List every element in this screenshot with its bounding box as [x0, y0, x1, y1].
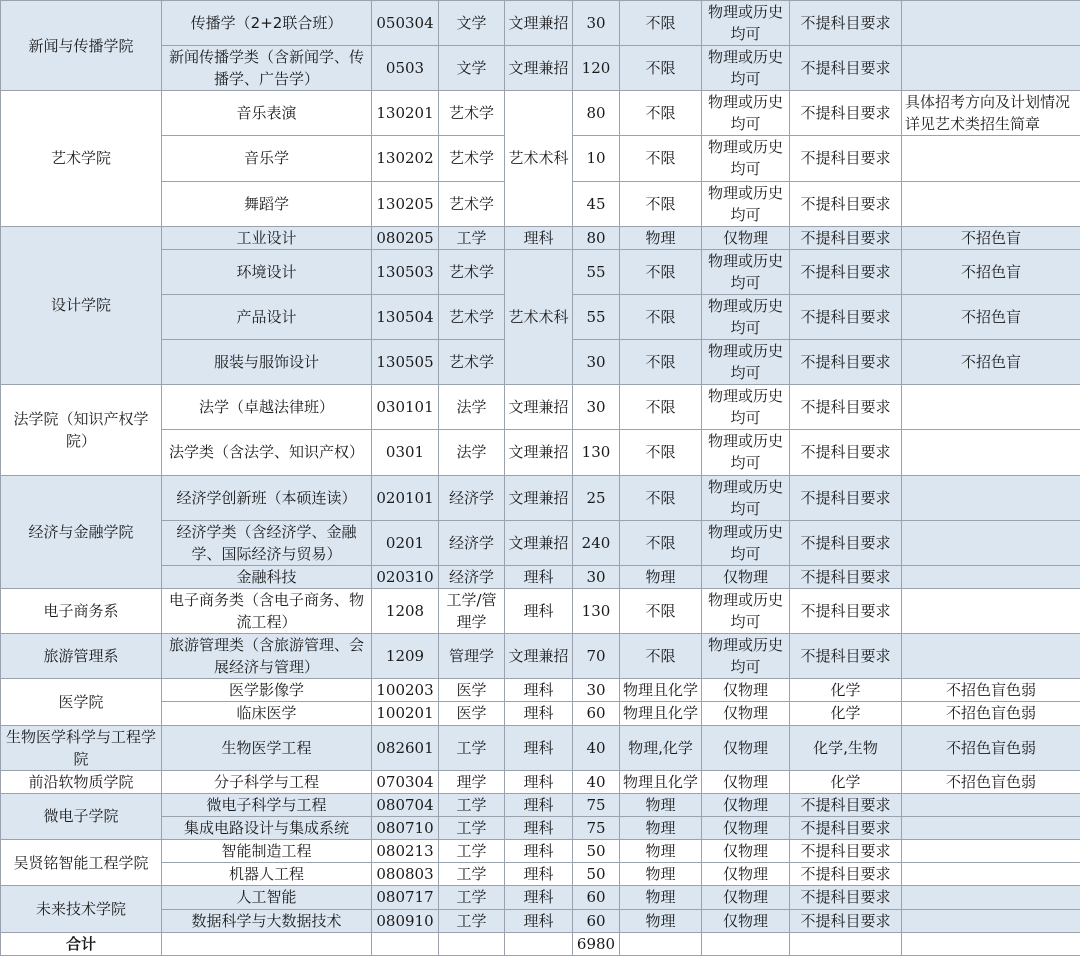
- total-label: 合计: [1, 932, 162, 955]
- code-cell: 080710: [372, 816, 439, 839]
- note-cell: [902, 136, 1080, 181]
- plan-cell: 75: [573, 816, 620, 839]
- first-subject-cell: 不限: [620, 340, 702, 385]
- major-cell: 环境设计: [162, 249, 372, 294]
- note-cell: [902, 886, 1080, 909]
- requirement-cell: 物理或历史均可: [702, 385, 790, 430]
- requirement-cell: 物理或历史均可: [702, 1, 790, 46]
- category-cell: 理科: [505, 702, 573, 725]
- plan-cell: 30: [573, 679, 620, 702]
- plan-cell: 80: [573, 91, 620, 136]
- category-cell: 理科: [505, 679, 573, 702]
- major-cell: 机器人工程: [162, 863, 372, 886]
- major-cell: 微电子科学与工程: [162, 793, 372, 816]
- subject-cell: 不提科目要求: [790, 294, 902, 339]
- category-cell: 文理兼招: [505, 475, 573, 520]
- college-cell: 法学院（知识产权学院）: [1, 385, 162, 475]
- category-cell: 文理兼招: [505, 430, 573, 475]
- code-cell: 080205: [372, 226, 439, 249]
- first-subject-cell: 物理且化学: [620, 679, 702, 702]
- college-cell: 经济与金融学院: [1, 475, 162, 588]
- note-cell: [902, 863, 1080, 886]
- plan-cell: 70: [573, 634, 620, 679]
- college-cell: 前沿软物质学院: [1, 770, 162, 793]
- subject-cell: 不提科目要求: [790, 588, 902, 633]
- code-cell: 020310: [372, 565, 439, 588]
- subject-cell: 化学: [790, 770, 902, 793]
- plan-cell: 60: [573, 909, 620, 932]
- note-cell: 不招色盲: [902, 249, 1080, 294]
- requirement-cell: 物理或历史均可: [702, 340, 790, 385]
- note-cell: 不招色盲色弱: [902, 702, 1080, 725]
- note-cell: [902, 909, 1080, 932]
- plan-cell: 240: [573, 520, 620, 565]
- college-cell: 电子商务系: [1, 588, 162, 633]
- note-cell: 不招色盲色弱: [902, 725, 1080, 770]
- field-cell: 工学: [439, 863, 505, 886]
- first-subject-cell: 不限: [620, 91, 702, 136]
- college-cell: 设计学院: [1, 226, 162, 385]
- category-cell: 理科: [505, 840, 573, 863]
- subject-cell: 不提科目要求: [790, 226, 902, 249]
- major-cell: 经济学创新班（本硕连读）: [162, 475, 372, 520]
- code-cell: 030101: [372, 385, 439, 430]
- code-cell: 1208: [372, 588, 439, 633]
- code-cell: 082601: [372, 725, 439, 770]
- code-cell: 080717: [372, 886, 439, 909]
- category-cell: 理科: [505, 886, 573, 909]
- subject-cell: 不提科目要求: [790, 1, 902, 46]
- subject-cell: 化学,生物: [790, 725, 902, 770]
- college-cell: 微电子学院: [1, 793, 162, 839]
- subject-cell: 不提科目要求: [790, 430, 902, 475]
- note-cell: [902, 520, 1080, 565]
- first-subject-cell: 不限: [620, 181, 702, 226]
- total-row: [1, 932, 1080, 955]
- plan-cell: 60: [573, 702, 620, 725]
- category-cell: 理科: [505, 725, 573, 770]
- code-cell: 020101: [372, 475, 439, 520]
- category-cell: 理科: [505, 863, 573, 886]
- code-cell: 050304: [372, 1, 439, 46]
- category-cell: 文理兼招: [505, 385, 573, 430]
- requirement-cell: 仅物理: [702, 725, 790, 770]
- note-cell: 不招色盲色弱: [902, 679, 1080, 702]
- subject-cell: 化学: [790, 679, 902, 702]
- code-cell: 080213: [372, 840, 439, 863]
- first-subject-cell: 不限: [620, 136, 702, 181]
- first-subject-cell: 物理,化学: [620, 725, 702, 770]
- requirement-cell: 物理或历史均可: [702, 46, 790, 91]
- major-cell: 智能制造工程: [162, 840, 372, 863]
- first-subject-cell: 物理: [620, 565, 702, 588]
- requirement-cell: 物理或历史均可: [702, 91, 790, 136]
- code-cell: 080704: [372, 793, 439, 816]
- field-cell: 工学: [439, 816, 505, 839]
- requirement-cell: 仅物理: [702, 816, 790, 839]
- category-cell: 艺术术科: [505, 249, 573, 384]
- subject-cell: 不提科目要求: [790, 816, 902, 839]
- note-cell: 不招色盲色弱: [902, 770, 1080, 793]
- note-cell: [902, 181, 1080, 226]
- first-subject-cell: 物理: [620, 886, 702, 909]
- category-cell: 理科: [505, 565, 573, 588]
- requirement-cell: 物理或历史均可: [702, 634, 790, 679]
- note-cell: [902, 475, 1080, 520]
- major-cell: 新闻传播学类（含新闻学、传播学、广告学）: [162, 46, 372, 91]
- college-cell: 艺术学院: [1, 91, 162, 226]
- subject-cell: 不提科目要求: [790, 475, 902, 520]
- code-cell: 0201: [372, 520, 439, 565]
- plan-cell: 55: [573, 294, 620, 339]
- subject-cell: 不提科目要求: [790, 46, 902, 91]
- field-cell: 法学: [439, 385, 505, 430]
- subject-cell: 不提科目要求: [790, 520, 902, 565]
- category-cell: 理科: [505, 226, 573, 249]
- field-cell: 经济学: [439, 475, 505, 520]
- major-cell: 分子科学与工程: [162, 770, 372, 793]
- major-cell: 临床医学: [162, 702, 372, 725]
- note-cell: 具体招考方向及计划情况详见艺术类招生简章: [902, 91, 1080, 136]
- plan-cell: 45: [573, 181, 620, 226]
- field-cell: 法学: [439, 430, 505, 475]
- note-cell: 不招色盲: [902, 294, 1080, 339]
- plan-cell: 30: [573, 385, 620, 430]
- note-cell: [902, 46, 1080, 91]
- requirement-cell: 仅物理: [702, 886, 790, 909]
- requirement-cell: 仅物理: [702, 840, 790, 863]
- field-cell: 艺术学: [439, 294, 505, 339]
- first-subject-cell: 不限: [620, 520, 702, 565]
- subject-cell: 不提科目要求: [790, 909, 902, 932]
- subject-cell: 不提科目要求: [790, 385, 902, 430]
- requirement-cell: 仅物理: [702, 909, 790, 932]
- field-cell: 工学: [439, 793, 505, 816]
- field-cell: 工学: [439, 840, 505, 863]
- first-subject-cell: 物理且化学: [620, 770, 702, 793]
- college-cell: 未来技术学院: [1, 886, 162, 932]
- code-cell: 0503: [372, 46, 439, 91]
- plan-cell: 60: [573, 886, 620, 909]
- major-cell: 医学影像学: [162, 679, 372, 702]
- note-cell: 不招色盲: [902, 226, 1080, 249]
- plan-cell: 130: [573, 588, 620, 633]
- college-cell: 旅游管理系: [1, 634, 162, 679]
- field-cell: 文学: [439, 1, 505, 46]
- subject-cell: 不提科目要求: [790, 91, 902, 136]
- field-cell: 医学: [439, 679, 505, 702]
- major-cell: 电子商务类（含电子商务、物流工程）: [162, 588, 372, 633]
- requirement-cell: 物理或历史均可: [702, 249, 790, 294]
- major-cell: 音乐表演: [162, 91, 372, 136]
- college-cell: 吴贤铭智能工程学院: [1, 840, 162, 886]
- plan-cell: 40: [573, 770, 620, 793]
- field-cell: 艺术学: [439, 181, 505, 226]
- code-cell: 130202: [372, 136, 439, 181]
- college-cell: 生物医学科学与工程学院: [1, 725, 162, 770]
- major-cell: 金融科技: [162, 565, 372, 588]
- college-cell: 医学院: [1, 679, 162, 725]
- requirement-cell: 仅物理: [702, 770, 790, 793]
- code-cell: 100201: [372, 702, 439, 725]
- category-cell: 文理兼招: [505, 1, 573, 46]
- code-cell: 080910: [372, 909, 439, 932]
- plan-cell: 30: [573, 340, 620, 385]
- major-cell: 产品设计: [162, 294, 372, 339]
- field-cell: 理学: [439, 770, 505, 793]
- first-subject-cell: 物理: [620, 226, 702, 249]
- requirement-cell: 仅物理: [702, 702, 790, 725]
- requirement-cell: 物理或历史均可: [702, 136, 790, 181]
- field-cell: 工学: [439, 909, 505, 932]
- plan-cell: 130: [573, 430, 620, 475]
- plan-cell: 25: [573, 475, 620, 520]
- first-subject-cell: 物理: [620, 816, 702, 839]
- field-cell: 工学: [439, 725, 505, 770]
- code-cell: 070304: [372, 770, 439, 793]
- major-cell: 旅游管理类（含旅游管理、会展经济与管理）: [162, 634, 372, 679]
- code-cell: 130201: [372, 91, 439, 136]
- code-cell: 130504: [372, 294, 439, 339]
- field-cell: 文学: [439, 46, 505, 91]
- subject-cell: 不提科目要求: [790, 840, 902, 863]
- first-subject-cell: 不限: [620, 634, 702, 679]
- category-cell: 理科: [505, 909, 573, 932]
- plan-cell: 30: [573, 565, 620, 588]
- code-cell: 130505: [372, 340, 439, 385]
- category-cell: 文理兼招: [505, 634, 573, 679]
- major-cell: 传播学（2+2联合班）: [162, 1, 372, 46]
- plan-cell: 55: [573, 249, 620, 294]
- code-cell: 130503: [372, 249, 439, 294]
- field-cell: 工学/管理学: [439, 588, 505, 633]
- first-subject-cell: 不限: [620, 588, 702, 633]
- category-cell: 文理兼招: [505, 520, 573, 565]
- field-cell: 医学: [439, 702, 505, 725]
- note-cell: [902, 816, 1080, 839]
- major-cell: 集成电路设计与集成系统: [162, 816, 372, 839]
- subject-cell: 不提科目要求: [790, 181, 902, 226]
- plan-cell: 120: [573, 46, 620, 91]
- first-subject-cell: 不限: [620, 385, 702, 430]
- subject-cell: 不提科目要求: [790, 136, 902, 181]
- college-cell: 新闻与传播学院: [1, 1, 162, 91]
- subject-cell: 不提科目要求: [790, 249, 902, 294]
- major-cell: 音乐学: [162, 136, 372, 181]
- subject-cell: 化学: [790, 702, 902, 725]
- note-cell: [902, 385, 1080, 430]
- subject-cell: 不提科目要求: [790, 634, 902, 679]
- major-cell: 经济学类（含经济学、金融学、国际经济与贸易）: [162, 520, 372, 565]
- major-cell: 生物医学工程: [162, 725, 372, 770]
- category-cell: 理科: [505, 588, 573, 633]
- plan-cell: 40: [573, 725, 620, 770]
- first-subject-cell: 物理: [620, 863, 702, 886]
- code-cell: 080803: [372, 863, 439, 886]
- first-subject-cell: 不限: [620, 46, 702, 91]
- total-plan: 6980: [573, 932, 620, 955]
- subject-cell: 不提科目要求: [790, 793, 902, 816]
- subject-cell: 不提科目要求: [790, 886, 902, 909]
- major-cell: 工业设计: [162, 226, 372, 249]
- category-cell: 艺术术科: [505, 91, 573, 226]
- requirement-cell: 仅物理: [702, 679, 790, 702]
- note-cell: [902, 430, 1080, 475]
- requirement-cell: 物理或历史均可: [702, 475, 790, 520]
- field-cell: 管理学: [439, 634, 505, 679]
- note-cell: [902, 588, 1080, 633]
- note-cell: [902, 565, 1080, 588]
- category-cell: 理科: [505, 793, 573, 816]
- subject-cell: 不提科目要求: [790, 340, 902, 385]
- field-cell: 经济学: [439, 565, 505, 588]
- requirement-cell: 物理或历史均可: [702, 588, 790, 633]
- first-subject-cell: 物理: [620, 909, 702, 932]
- subject-cell: 不提科目要求: [790, 863, 902, 886]
- category-cell: 文理兼招: [505, 46, 573, 91]
- first-subject-cell: 不限: [620, 294, 702, 339]
- requirement-cell: 仅物理: [702, 863, 790, 886]
- major-cell: 人工智能: [162, 886, 372, 909]
- category-cell: 理科: [505, 770, 573, 793]
- first-subject-cell: 物理: [620, 840, 702, 863]
- field-cell: 工学: [439, 226, 505, 249]
- requirement-cell: 物理或历史均可: [702, 520, 790, 565]
- field-cell: 艺术学: [439, 340, 505, 385]
- first-subject-cell: 物理: [620, 793, 702, 816]
- subject-cell: 不提科目要求: [790, 565, 902, 588]
- requirement-cell: 物理或历史均可: [702, 430, 790, 475]
- major-cell: 法学（卓越法律班）: [162, 385, 372, 430]
- major-cell: 法学类（含法学、知识产权）: [162, 430, 372, 475]
- requirement-cell: 仅物理: [702, 565, 790, 588]
- note-cell: [902, 1, 1080, 46]
- plan-cell: 30: [573, 1, 620, 46]
- field-cell: 经济学: [439, 520, 505, 565]
- requirement-cell: 仅物理: [702, 226, 790, 249]
- field-cell: 艺术学: [439, 249, 505, 294]
- requirement-cell: 物理或历史均可: [702, 294, 790, 339]
- code-cell: 1209: [372, 634, 439, 679]
- field-cell: 艺术学: [439, 136, 505, 181]
- category-cell: 理科: [505, 816, 573, 839]
- first-subject-cell: 物理且化学: [620, 702, 702, 725]
- major-cell: 服装与服饰设计: [162, 340, 372, 385]
- plan-cell: 75: [573, 793, 620, 816]
- first-subject-cell: 不限: [620, 1, 702, 46]
- plan-cell: 50: [573, 863, 620, 886]
- code-cell: 100203: [372, 679, 439, 702]
- plan-cell: 50: [573, 840, 620, 863]
- plan-cell: 10: [573, 136, 620, 181]
- first-subject-cell: 不限: [620, 475, 702, 520]
- code-cell: 130205: [372, 181, 439, 226]
- note-cell: [902, 840, 1080, 863]
- requirement-cell: 物理或历史均可: [702, 181, 790, 226]
- field-cell: 工学: [439, 886, 505, 909]
- plan-cell: 80: [573, 226, 620, 249]
- first-subject-cell: 不限: [620, 249, 702, 294]
- note-cell: 不招色盲: [902, 340, 1080, 385]
- major-cell: 数据科学与大数据技术: [162, 909, 372, 932]
- major-cell: 舞蹈学: [162, 181, 372, 226]
- note-cell: [902, 634, 1080, 679]
- code-cell: 0301: [372, 430, 439, 475]
- first-subject-cell: 不限: [620, 430, 702, 475]
- field-cell: 艺术学: [439, 91, 505, 136]
- requirement-cell: 仅物理: [702, 793, 790, 816]
- note-cell: [902, 793, 1080, 816]
